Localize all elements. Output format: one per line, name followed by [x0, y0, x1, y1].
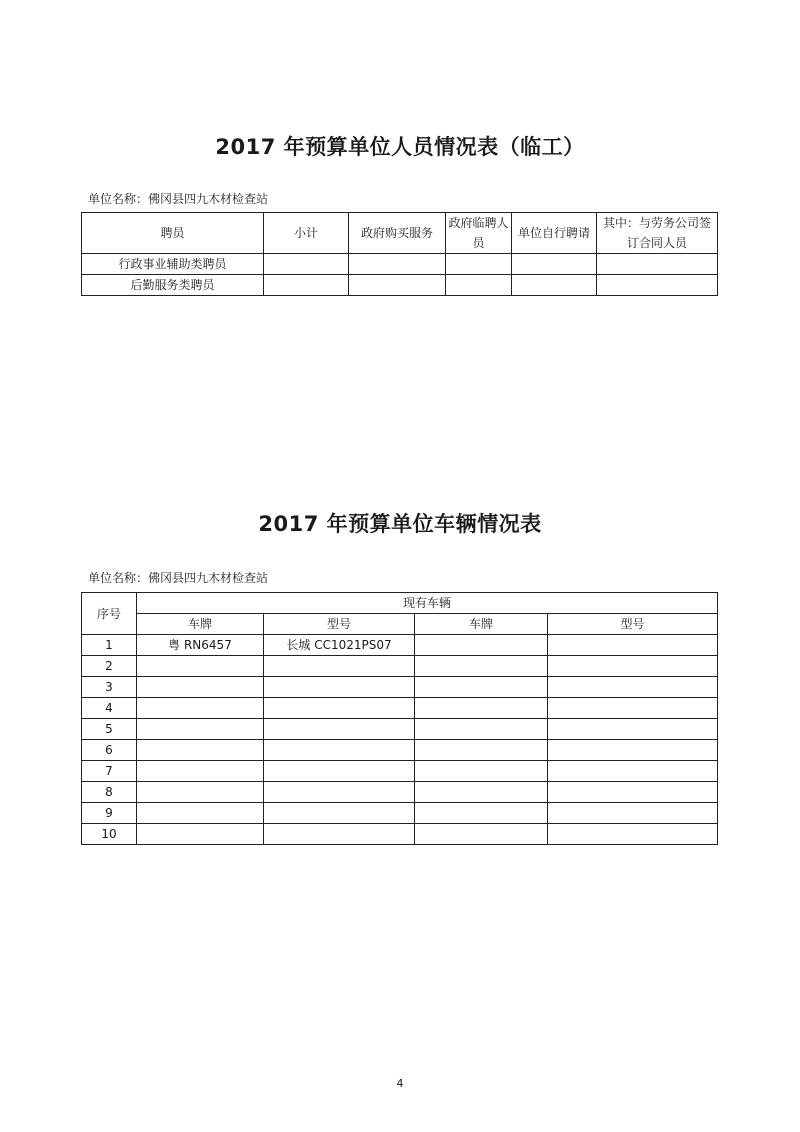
- table-cell: [264, 254, 349, 275]
- table-cell: [264, 782, 415, 803]
- row-seq: 5: [82, 719, 137, 740]
- row-seq: 2: [82, 656, 137, 677]
- vehicle-table-title: 2017 年预算单位车辆情况表: [258, 512, 542, 536]
- table-cell: [349, 275, 446, 296]
- table-cell: [264, 803, 415, 824]
- table-cell: [137, 677, 264, 698]
- table-cell: [264, 761, 415, 782]
- vehicle-unit-name: 单位名称：佛冈县四九木材检查站: [88, 571, 269, 585]
- table-row: [82, 656, 718, 677]
- table-cell: [415, 698, 548, 719]
- table-cell: [415, 803, 548, 824]
- table-cell: [137, 740, 264, 761]
- table-cell: [137, 698, 264, 719]
- row-label: 行政事业辅助类聘员: [82, 254, 264, 275]
- table-cell: [137, 782, 264, 803]
- table-cell: [264, 656, 415, 677]
- table-cell: [137, 824, 264, 845]
- row-seq: 8: [82, 782, 137, 803]
- subheader-cell: 型号: [264, 614, 415, 635]
- table-cell: [548, 719, 718, 740]
- table-cell: [415, 761, 548, 782]
- row-label: 后勤服务类聘员: [82, 275, 264, 296]
- subheader-cell: 车牌: [137, 614, 264, 635]
- header-cell: 其中：与劳务公司签订合同人员: [597, 213, 718, 254]
- staff-table-title: 2017 年预算单位人员情况表（临工）: [215, 135, 585, 159]
- table-cell: [349, 254, 446, 275]
- vehicle-subheader-row: [82, 614, 718, 635]
- table-row: [82, 824, 718, 845]
- table-cell: [548, 824, 718, 845]
- staff-header-row: [82, 213, 718, 254]
- table-cell: [548, 656, 718, 677]
- table-cell: [548, 782, 718, 803]
- row-seq: 7: [82, 761, 137, 782]
- row-seq: 4: [82, 698, 137, 719]
- table-cell: [548, 803, 718, 824]
- table-row: [82, 254, 718, 275]
- header-cell: 政府购买服务: [349, 213, 446, 254]
- table-row: [82, 698, 718, 719]
- header-cell: 聘员: [82, 213, 264, 254]
- table-cell: [415, 824, 548, 845]
- table-cell: [137, 719, 264, 740]
- table-row: [82, 803, 718, 824]
- row-seq: 6: [82, 740, 137, 761]
- page-number: 4: [396, 1077, 404, 1090]
- table-cell: [512, 275, 597, 296]
- table-cell: [137, 761, 264, 782]
- table-cell: [415, 635, 548, 656]
- table-cell: [597, 254, 718, 275]
- table-cell: [264, 740, 415, 761]
- staff-unit-name: 单位名称：佛冈县四九木材检查站: [88, 192, 269, 206]
- subheader-cell: 型号: [548, 614, 718, 635]
- table-cell: [264, 677, 415, 698]
- vehicle-body: [82, 635, 718, 845]
- table-row: [82, 677, 718, 698]
- row-seq: 3: [82, 677, 137, 698]
- table-cell: 粤 RN6457: [137, 635, 264, 656]
- table-cell: [415, 740, 548, 761]
- table-cell: [548, 677, 718, 698]
- staff-table: [81, 212, 718, 296]
- row-seq: 9: [82, 803, 137, 824]
- table-cell: [512, 254, 597, 275]
- table-row: [82, 635, 718, 656]
- table-cell: [597, 275, 718, 296]
- table-row: [82, 719, 718, 740]
- header-seq: 序号: [82, 593, 137, 635]
- vehicle-header-row: [82, 593, 718, 614]
- table-cell: [548, 761, 718, 782]
- table-cell: [548, 740, 718, 761]
- header-cell: 政府临聘人员: [446, 213, 512, 254]
- table-cell: [415, 719, 548, 740]
- table-cell: [415, 656, 548, 677]
- header-cell: 单位自行聘请: [512, 213, 597, 254]
- table-row: [82, 275, 718, 296]
- table-cell: [415, 782, 548, 803]
- table-cell: [264, 275, 349, 296]
- table-cell: [415, 677, 548, 698]
- table-row: [82, 782, 718, 803]
- subheader-cell: 车牌: [415, 614, 548, 635]
- table-cell: [264, 719, 415, 740]
- table-cell: [264, 698, 415, 719]
- row-seq: 10: [82, 824, 137, 845]
- table-cell: [446, 275, 512, 296]
- table-cell: [446, 254, 512, 275]
- table-row: [82, 761, 718, 782]
- row-seq: 1: [82, 635, 137, 656]
- table-cell: [264, 824, 415, 845]
- header-group: 现有车辆: [137, 593, 718, 614]
- header-cell: 小计: [264, 213, 349, 254]
- table-cell: [137, 803, 264, 824]
- table-row: [82, 740, 718, 761]
- table-cell: [548, 698, 718, 719]
- table-cell: [548, 635, 718, 656]
- table-cell: 长城 CC1021PS07: [264, 635, 415, 656]
- vehicle-table: [81, 592, 718, 845]
- table-cell: [137, 656, 264, 677]
